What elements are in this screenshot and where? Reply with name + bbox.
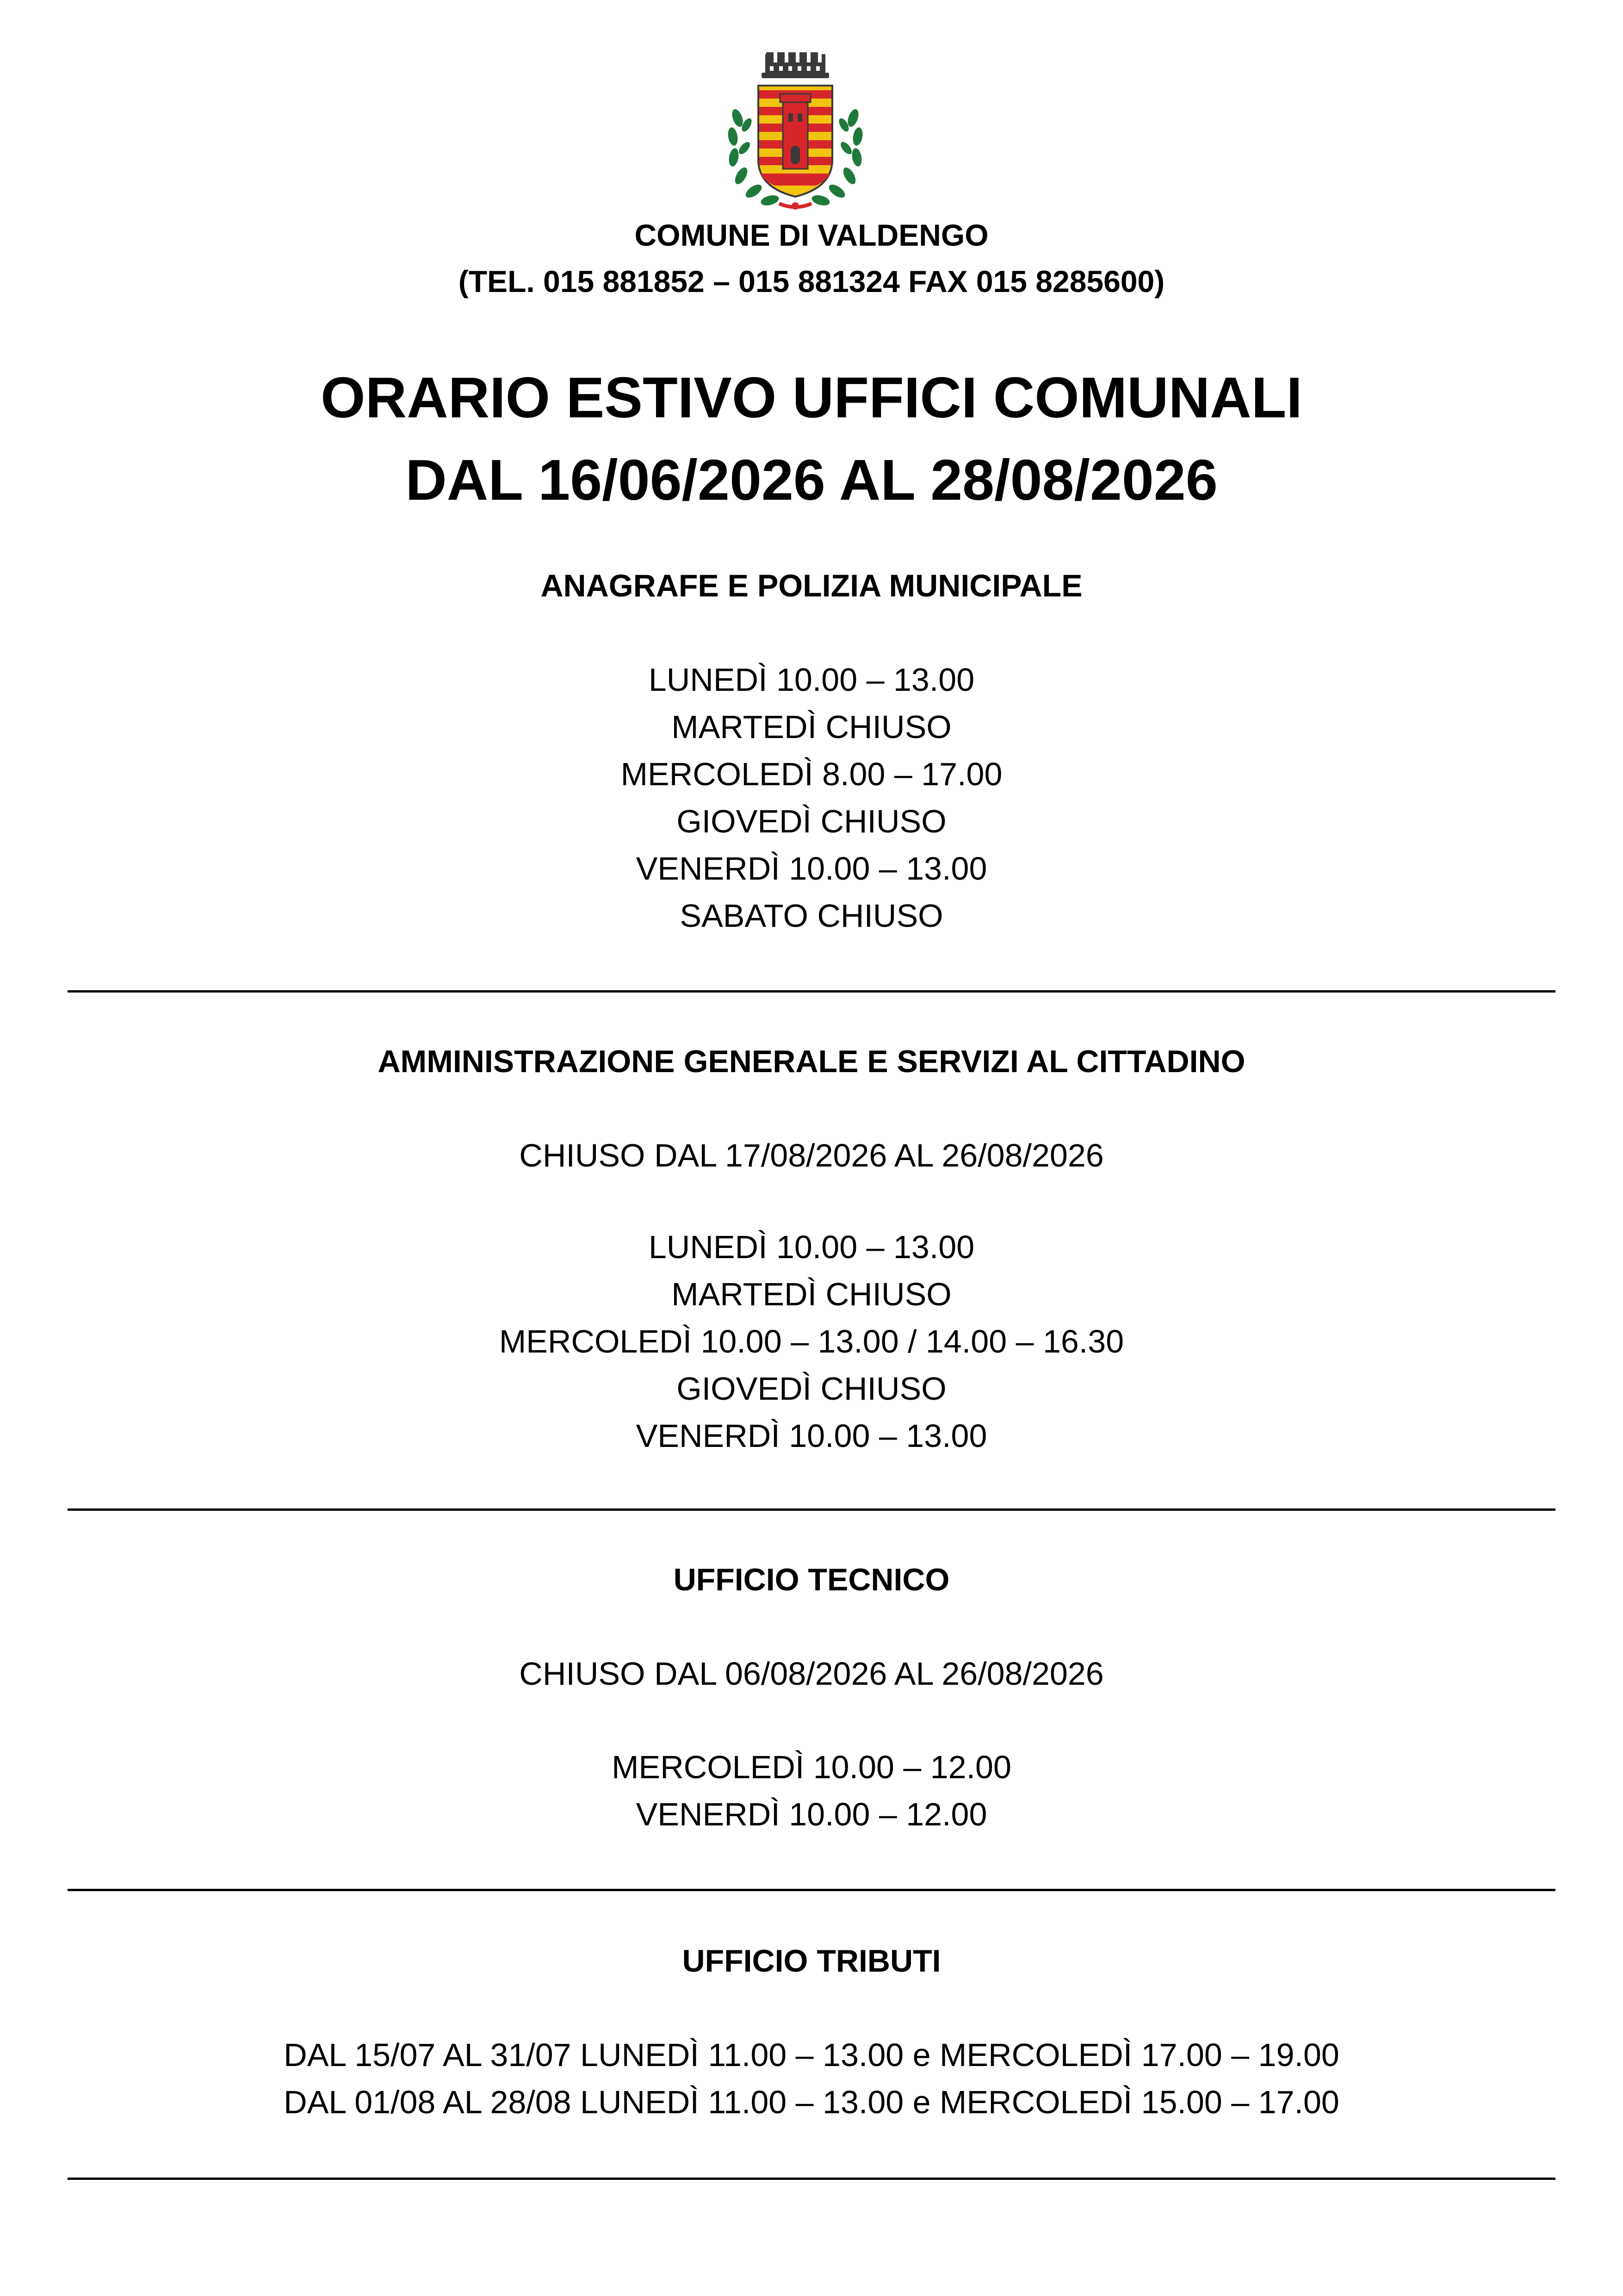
section-title-amministrazione: AMMINISTRAZIONE GENERALE E SERVIZI AL CITTADINO (378, 1044, 1245, 1079)
hours-line: MERCOLEDÌ 8.00 – 17.00 (620, 756, 1003, 792)
hours-line: MERCOLEDÌ 10.00 – 13.00 / 14.00 – 16.30 (499, 1323, 1124, 1359)
hours-line: MARTEDÌ CHIUSO (671, 709, 952, 745)
closure-note-amministrazione: CHIUSO DAL 17/08/2026 AL 26/08/2026 (519, 1137, 1104, 1173)
page-title: ORARIO ESTIVO UFFICI COMUNALI (321, 366, 1302, 430)
municipal-coat-of-arms-icon (719, 44, 872, 215)
hours-line: GIOVEDÌ CHIUSO (676, 1371, 947, 1407)
page-subtitle-dates: DAL 16/06/2026 AL 28/08/2026 (405, 448, 1218, 512)
hours-line: GIOVEDÌ CHIUSO (676, 803, 947, 839)
hours-line: SABATO CHIUSO (680, 898, 943, 934)
hours-line: MARTEDÌ CHIUSO (671, 1276, 952, 1312)
hours-line: LUNEDÌ 10.00 – 13.00 (648, 1229, 975, 1265)
contact-numbers: (TEL. 015 881852 – 015 881324 FAX 015 8285600) (458, 264, 1165, 298)
section-divider (68, 1508, 1555, 1511)
section-divider (68, 1889, 1555, 1891)
hours-list-anagrafe (0, 656, 1623, 939)
hours-line: LUNEDÌ 10.00 – 13.00 (648, 662, 975, 698)
section-divider (68, 990, 1555, 993)
section-divider (68, 2178, 1555, 2180)
hours-list-amministrazione (0, 1223, 1623, 1459)
section-title-ufficio-tecnico: UFFICIO TECNICO (673, 1562, 950, 1597)
section-title-anagrafe: ANAGRAFE E POLIZIA MUNICIPALE (540, 568, 1083, 603)
hours-line: DAL 01/08 AL 28/08 LUNEDÌ 11.00 – 13.00 e MERCOLEDÌ 15.00 – 17.00 (284, 2084, 1339, 2120)
hours-list-ufficio-tecnico (0, 1744, 1623, 1838)
section-title-ufficio-tributi: UFFICIO TRIBUTI (682, 1943, 941, 1979)
hours-line: VENERDÌ 10.00 – 13.00 (636, 1418, 987, 1454)
closure-note-ufficio-tecnico: CHIUSO DAL 06/08/2026 AL 26/08/2026 (519, 1656, 1104, 1692)
municipality-name: COMUNE DI VALDENGO (634, 218, 989, 252)
hours-line: MERCOLEDÌ 10.00 – 12.00 (612, 1749, 1011, 1785)
hours-line: VENERDÌ 10.00 – 13.00 (636, 850, 987, 887)
hours-list-ufficio-tributi (0, 2031, 1623, 2126)
hours-line: VENERDÌ 10.00 – 12.00 (636, 1796, 987, 1832)
hours-line: DAL 15/07 AL 31/07 LUNEDÌ 11.00 – 13.00 e MERCOLEDÌ 17.00 – 19.00 (284, 2037, 1339, 2073)
